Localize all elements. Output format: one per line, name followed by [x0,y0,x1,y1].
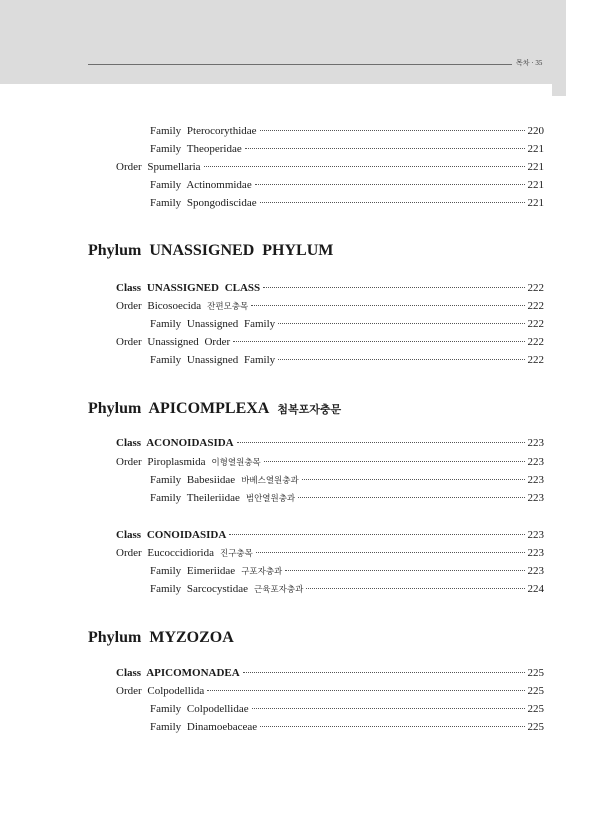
page-number: 223 [527,474,544,486]
dot-leader [278,358,524,360]
taxon-rank: Order [116,336,142,348]
taxon-name: Sarcocystidae [186,583,249,595]
toc-entry[interactable] [150,491,544,505]
page-number: 221 [527,179,544,191]
toc-entry-label [116,436,234,450]
page-number: 223 [527,547,544,559]
taxon-rank: Order [116,456,142,468]
dot-leader [243,671,525,673]
taxon-name: Unassigned Order [147,336,231,348]
taxon-rank: Family [150,565,182,577]
taxon-name: CONOIDASIDA [146,529,227,541]
page-number: 221 [527,143,544,155]
dot-leader [207,689,524,691]
taxon-rank: Family [150,492,182,504]
dot-leader [255,183,525,185]
page-number: 220 [527,125,544,137]
dot-leader [278,322,524,324]
toc-entry[interactable] [150,720,544,734]
taxon-name: Actinommidae [186,179,252,191]
korean-name: 범안열원충과 [245,494,296,504]
dot-leader [302,478,525,480]
toc-entry[interactable] [116,281,544,295]
page-number: 223 [527,565,544,577]
taxon-rank: Class [116,667,142,679]
taxon-rank: Family [150,354,182,366]
taxon-rank: Order [116,161,142,173]
toc-entry-label [116,528,226,542]
toc-entry-label [150,353,275,367]
korean-name: 이형열원충목 [211,458,261,468]
taxon-name: Theileriidae [186,492,240,504]
taxon-rank: Order [116,300,142,312]
page-number: 222 [527,282,544,294]
toc-entry[interactable] [116,436,544,450]
page-number: 225 [527,685,544,697]
toc-entry[interactable] [150,353,544,367]
toc-entry-label [116,299,201,313]
toc-entry[interactable] [150,317,544,331]
taxon-name: Dinamoebaceae [186,721,258,733]
dot-leader [298,496,524,498]
korean-name: 구포자충과 [241,567,283,577]
page-number: 223 [527,492,544,504]
toc-entry-label [116,684,204,698]
taxon-name: Unassigned Family [186,354,276,366]
toc-entry[interactable] [116,684,544,698]
dot-leader [245,147,525,149]
header-band [0,0,566,84]
page-number: 225 [527,703,544,715]
dot-leader [251,304,524,306]
page-number: 225 [527,721,544,733]
korean-name: 근육포자충과 [254,585,304,595]
taxon-name: Bicosoecida [147,300,202,312]
toc-entry-label [116,455,205,469]
taxon-name: Colpodellidae [186,703,249,715]
toc-entry[interactable] [116,299,544,313]
korean-name: 잔편모충목 [207,302,249,312]
toc-entry-label [116,281,260,295]
toc-entry-label [150,178,252,192]
taxon-rank: Family [150,703,182,715]
taxon-rank: Order [116,547,142,559]
taxon-name: Unassigned Family [186,318,276,330]
taxon-name: Colpodellida [147,685,205,697]
taxon-name: Eucoccidiorida [147,547,214,559]
toc-entry-label [150,196,257,210]
dot-leader [264,460,525,462]
taxon-name: Eimeriidae [186,565,236,577]
taxon-rank: Order [116,685,142,697]
taxon-rank: Family [150,179,182,191]
page-number: 222 [527,336,544,348]
toc-entry-label [150,564,235,578]
taxon-name: Spongodiscidae [186,197,257,209]
taxon-rank: Family [150,125,182,137]
dot-leader [229,533,524,535]
toc-entry[interactable] [116,528,544,542]
taxon-name: Pterocorythidae [186,125,257,137]
toc-entry-label [150,317,275,331]
dot-leader [233,340,524,342]
dot-leader [285,569,524,571]
toc-entry-label [150,124,257,138]
taxon-rank: Family [150,721,182,733]
page-number: 221 [527,197,544,209]
toc-entry-label [150,582,248,596]
taxon-name: Babesiidae [186,474,236,486]
running-header-page-label: 목차 · 35 [516,59,543,67]
page-number: 223 [527,456,544,468]
toc-entry[interactable] [150,196,544,210]
toc-entry-label [150,491,240,505]
section-title-unassigned-phylum: Phylum UNASSIGNED PHYLUM [88,242,334,259]
toc-entry[interactable] [116,546,544,560]
toc-entry-label [116,160,201,174]
header-tab [552,84,566,96]
toc-entry-label [116,546,214,560]
taxon-rank: Class [116,282,142,294]
taxon-name: Spumellaria [147,161,201,173]
page-number: 223 [527,437,544,449]
dot-leader [263,286,524,288]
taxon-rank: Class [116,529,142,541]
toc-entry[interactable] [150,582,544,596]
toc-entry-label [150,142,242,156]
taxon-name: Piroplasmida [147,456,206,468]
dot-leader [306,587,524,589]
page-number: 222 [527,300,544,312]
taxon-name: UNASSIGNED CLASS [146,282,261,294]
toc-entry[interactable] [116,160,544,174]
toc-entry-label [150,720,257,734]
header-rule [88,64,512,65]
toc-entry[interactable] [116,335,544,349]
taxon-rank: Family [150,583,182,595]
dot-leader [260,201,525,203]
toc-entry[interactable] [150,473,544,487]
section-title-myzozoa: Phylum MYZOZOA [88,629,234,646]
toc-entry-label [116,335,230,349]
taxon-rank: Family [150,474,182,486]
dot-leader [260,129,525,131]
page-number: 224 [527,583,544,595]
toc-entry[interactable] [150,178,544,192]
toc-entry[interactable] [150,142,544,156]
korean-name: 바베스열원충과 [241,476,299,486]
dot-leader [237,441,525,443]
page-number: 222 [527,318,544,330]
korean-name: 진구충목 [220,549,253,559]
toc-entry[interactable] [150,124,544,138]
taxon-rank: Family [150,197,182,209]
page-number: 222 [527,354,544,366]
taxon-name: ACONOIDASIDA [146,437,234,449]
taxon-name: APICOMONADEA [146,667,240,679]
page-number: 221 [527,161,544,173]
page-number: 223 [527,529,544,541]
toc-entry-label [116,666,240,680]
toc-entry-label [150,473,235,487]
section-title-apicomplexa: Phylum APICOMPLEXA 첨복포자충문 [88,400,342,417]
taxon-rank: Family [150,318,182,330]
dot-leader [256,551,525,553]
page-number: 225 [527,667,544,679]
dot-leader [260,725,524,727]
toc-entry[interactable] [150,564,544,578]
dot-leader [252,707,525,709]
toc-entry-label [150,702,249,716]
toc-entry[interactable] [116,455,544,469]
toc-entry[interactable] [150,702,544,716]
taxon-rank: Class [116,437,142,449]
taxon-rank: Family [150,143,182,155]
dot-leader [204,165,525,167]
toc-entry[interactable] [116,666,544,680]
taxon-name: Theoperidae [186,143,242,155]
